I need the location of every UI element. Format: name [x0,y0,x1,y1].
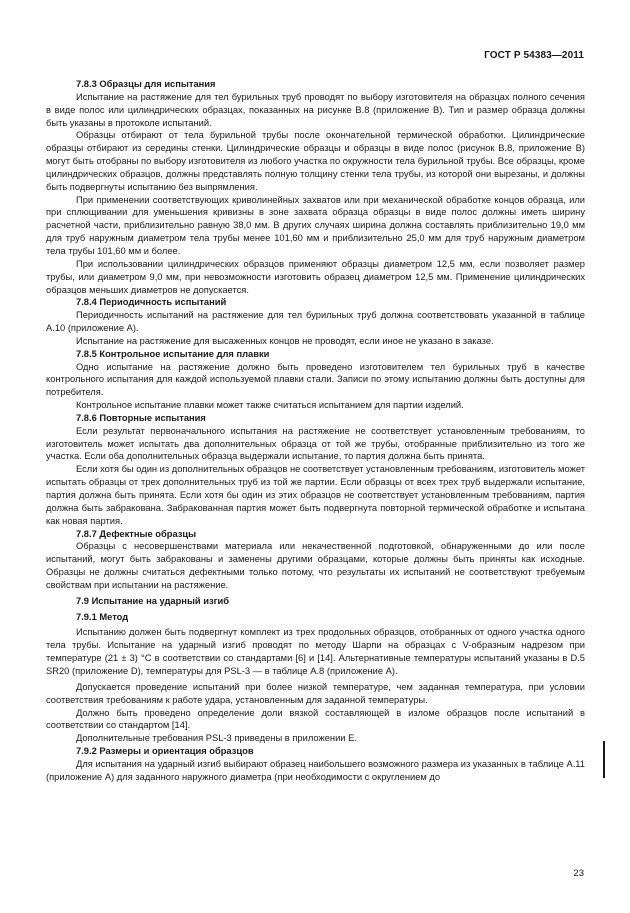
section-heading: 7.8.3 Образцы для испытания [76,79,216,89]
section-heading: 7.8.5 Контрольное испытание для плавки [76,348,270,359]
paragraph: Испытание на растяжение для высаженных концов не проводят, если иное не указано в заказе. [76,335,494,346]
standard-id: ГОСТ Р 54383—2011 [484,50,584,61]
paragraph: Контрольное испытание плавки может также считаться испытанием для партии изделий. [76,400,464,411]
page-number: 23 [573,868,584,879]
paragraph: Образцы с несовершенствами материала или некачественной подготовкой, обнаруженными до или после испытаний, могут быть забракованы и заменены другими образцами, которые должны быть приняты как исходные. Образцы не должны считаться дефектными только потому, что результаты их испытаний не соответствуют требуемым свойствам при испытании на растяжение. [46,541,585,590]
paragraph: Дополнительные требования PSL-3 приведены в приложении Е. [76,733,357,744]
paragraph: Периодичность испытаний на растяжение для тел бурильных труб должна соответствовать указанной в таблице А.10 (приложение А). [46,310,585,334]
paragraph: При использовании цилиндрических образцов применяют образцы диаметром 12,5 мм, если позволяет размер трубы, или диаметром 9,0 мм, при невозможности изготовить образец диаметром 12,5 мм. Применение цилиндрических образцов меньших диаметров не допускается. [46,258,585,295]
paragraph: Испытание на растяжение для тел бурильных труб проводят по выбору изготовителя на образцах полного сечения в виде полос или цилиндрических образцах, показанных на рисунке В.8 (приложение В). Тип и размер образца должны быть указаны в протоколе испытаний. [46,91,585,128]
paragraph: Если результат первоначального испытания на растяжение не соответствует установленным требованиям, то изготовитель может испытать два дополнительных образца от той же трубы, отобранные приблизительно из того же участка. Если оба дополнительных образца выдержали испытание, то партия должна быть принята. [46,425,585,462]
section-heading: 7.9.1 Метод [76,611,129,622]
document-body [46,78,585,784]
change-bar [603,741,605,778]
section-heading: 7.8.7 Дефектные образцы [76,528,197,539]
paragraph: Образцы отбирают от тела бурильной трубы после окончательной термической обработки. Цилиндрические образцы отбирают из середины стенки. Цилиндрические образцы и образцы в виде полос (рисунок В.8, приложение В) могут быть отобраны по выбору изготовителя из любого участка по окружности тела бурильной трубы. Все образцы, кроме цилиндрических образцов, должны представлять полную толщину стенки тела трубы, из которой они вырезаны, и должны быть подвергнуты испытанию без выпрямления. [46,130,585,192]
section-heading: 7.8.6 Повторные испытания [76,412,206,423]
paragraph: Испытанию должен быть подвергнут комплект из трех продольных образцов, отобранных от одного участка одного тела трубы. Испытание на ударный изгиб проводят по методу Шарпи на образцах с V-образным надрезом при температуре (21 ± 3) °С в соответствии со стандартами [6] и [14]. Альтернативные температуры испытаний указаны в D.5 SR20 (приложение D), температуры для PSL-3 — в таблице А.8 (приложение А). [46,627,585,676]
paragraph: Должно быть проведено определение доли вязкой составляющей в изломе образцов после испытаний в соответствии со стандартом [14]. [46,707,585,731]
paragraph: Если хотя бы один из дополнительных образцов не соответствует установленным требованиям, изготовитель может испытать образцы от трех дополнительных труб из той же партии. Если образцы от всех трех труб выдержали испытание, партия должна быть принята. Если хотя бы один из этих образцов не соответствует установленным требованиям, партия должна быть забракована. Забракованная партия может быть подвергнута повторной термической обработке и испытана как новая партия. [46,464,585,526]
paragraph: Одно испытание на растяжение должно быть проведено изготовителем тел бурильных труб в качестве контрольного испытания для каждой используемой плавки стали. Записи по этому испытанию должны быть доступны для потребителя. [46,361,585,398]
section-heading: 7.8.4 Периодичность испытаний [76,297,227,308]
paragraph: Допускается проведение испытаний при более низкой температуре, чем заданная температура, при условии соответствия требованиям к работе удара, установленным для заданной температуры. [46,681,585,705]
section-heading: 7.9.2 Размеры и ориентация образцов [76,746,254,757]
section-heading: 7.9 Испытание на ударный изгиб [76,595,230,606]
paragraph: Для испытания на ударный изгиб выбирают образец наибольшего возможного размера из указанных в таблице А.11 (приложение А) для заданного наружного диаметра (при необходимости с округлением до [46,758,585,782]
paragraph: При применении соответствующих криволинейных захватов или при механической обработке концов образца, или при сплющивании для уменьшения кривизны в зоне захвата образца образцы в виде полос должны иметь ширину расчетной части, приблизительно равную 38,0 мм. В других случаях ширина должна составлять приблизительно 19,0 мм для труб наружным диаметром тела трубы менее 101,60 мм и приблизительно 25,0 мм для труб наружным диаметром тела трубы 101,60 мм и более. [46,194,585,256]
